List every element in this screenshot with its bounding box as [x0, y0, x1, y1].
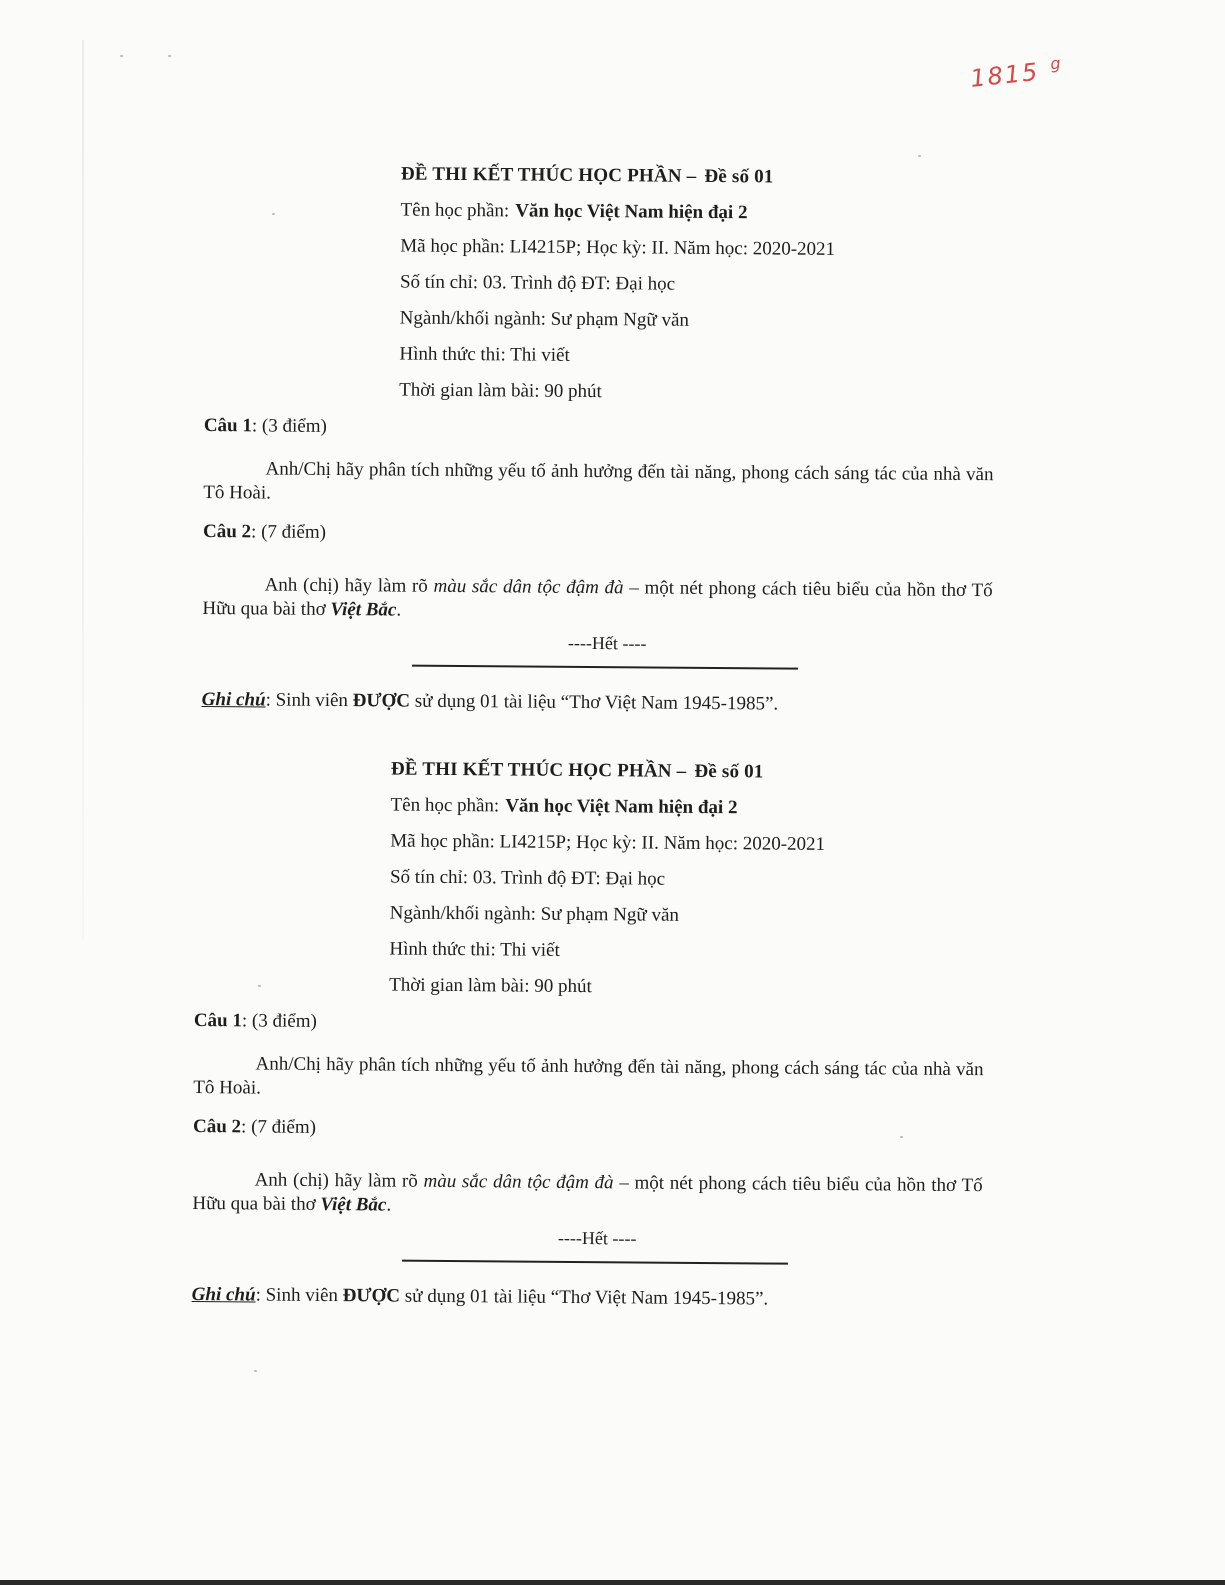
- exam-note: [202, 685, 1042, 722]
- major-line: Ngành/khối ngành: Sư phạm Ngữ văn: [399, 307, 690, 331]
- course-name-line: [390, 788, 1035, 829]
- question-2-text-middle: – một nét phong cách tiêu biểu của hồn thơ Tố Hữu qua bài thơ: [202, 577, 993, 620]
- question-1-text: Anh/Chị hãy phân tích những yếu tố ảnh hưởng đến tài năng, phong cách sáng tác của nhà văn Tô Hoài.: [193, 1053, 984, 1099]
- scan-speck: [254, 1370, 257, 1372]
- exam-sheet-2: [192, 750, 1036, 1317]
- exam-header: [399, 157, 1046, 414]
- course-name: Văn học Việt Nam hiện đại 2: [505, 795, 738, 819]
- question-2: [202, 517, 1043, 628]
- exam-title-text: ĐỀ THI KẾT THÚC HỌC PHẦN –: [400, 163, 697, 187]
- question-2-text-end: .: [396, 599, 402, 621]
- note-emphasis: ĐƯỢC: [352, 690, 411, 712]
- question-1-label: [194, 1006, 1034, 1045]
- question-2-number: Câu 2: [192, 1115, 242, 1138]
- major-line: Ngành/khối ngành: Sư phạm Ngữ văn: [389, 902, 680, 926]
- question-1-label: [204, 411, 1044, 450]
- note-text-end: sử dụng 01 tài liệu “Thơ Việt Nam 1945-1985”.: [399, 1285, 769, 1310]
- divider-line: [402, 1260, 788, 1265]
- scan-bottom-edge: [0, 1580, 1225, 1585]
- note-emphasis: ĐƯỢC: [342, 1285, 401, 1307]
- course-label: Tên học phần:: [400, 199, 510, 222]
- course-code-line: Mã học phần: LI4215P; Học kỳ: II. Năm học: 2020-2021: [400, 235, 836, 260]
- question-2-points: : (7 điểm): [251, 521, 327, 543]
- question-2-text-middle: – một nét phong cách tiêu biểu của hồn thơ Tố Hữu qua bài thơ: [192, 1172, 983, 1215]
- scan-speck: [168, 55, 171, 57]
- course-name: Văn học Việt Nam hiện đại 2: [515, 200, 748, 224]
- question-2-text-start: Anh (chị) hãy làm rõ: [264, 574, 434, 597]
- question-1: [193, 1006, 1034, 1107]
- note-text-start: : Sinh viên: [265, 689, 353, 712]
- note-label: Ghi chú: [191, 1283, 256, 1306]
- end-mark: ----Hết ----: [557, 1227, 637, 1249]
- question-2-emphasis: màu sắc dân tộc đậm đà: [433, 575, 624, 599]
- question-2-number: Câu 2: [202, 520, 252, 543]
- question-1: [203, 411, 1044, 512]
- question-2-text: [192, 1168, 982, 1222]
- duration-line: Thời gian làm bài: 90 phút: [389, 974, 592, 998]
- exam-form-line: Hình thức thi: Thi viết: [399, 343, 570, 366]
- question-2-label: [193, 1112, 1033, 1151]
- question-1-text: Anh/Chị hãy phân tích những yếu tố ảnh hưởng đến tài năng, phong cách sáng tác của nhà văn Tô Hoài.: [203, 458, 994, 504]
- handwritten-suffix: g: [1049, 53, 1064, 74]
- exam-number: Đề số 01: [704, 165, 774, 188]
- poem-title: Việt Bắc: [320, 1193, 387, 1216]
- scan-speck: [918, 155, 921, 157]
- question-1-points: : (3 điểm): [251, 415, 327, 437]
- question-2: [192, 1112, 1033, 1223]
- course-name-line: [400, 193, 1045, 234]
- exam-header: [389, 752, 1036, 1009]
- question-2-text: [202, 573, 992, 627]
- handwritten-note: [969, 53, 1065, 93]
- note-label: Ghi chú: [201, 688, 266, 711]
- course-label: Tên học phần:: [390, 794, 500, 817]
- exam-form-line: Hình thức thi: Thi viết: [389, 938, 560, 961]
- duration-line: Thời gian làm bài: 90 phút: [399, 379, 602, 403]
- exam-title-text: ĐỀ THI KẾT THÚC HỌC PHẦN –: [390, 758, 687, 782]
- question-2-text-start: Anh (chị) hãy làm rõ: [254, 1169, 424, 1192]
- handwritten-code: 1815: [968, 57, 1041, 93]
- exam-sheet-1: [202, 155, 1046, 722]
- credits-line: Số tín chỉ: 03. Trình độ ĐT: Đại học: [399, 271, 676, 295]
- question-2-points: : (7 điểm): [241, 1116, 317, 1138]
- note-text-end: sử dụng 01 tài liệu “Thơ Việt Nam 1945-1985”.: [409, 690, 779, 715]
- scan-edge-shadow: [82, 40, 84, 940]
- poem-title: Việt Bắc: [330, 598, 397, 621]
- question-2-label: [203, 517, 1043, 556]
- question-1-points: : (3 điểm): [241, 1010, 317, 1032]
- note-text-start: : Sinh viên: [255, 1284, 343, 1307]
- question-1-number: Câu 1: [193, 1009, 243, 1032]
- question-2-emphasis: màu sắc dân tộc đậm đà: [423, 1170, 614, 1194]
- question-2-text-end: .: [386, 1194, 392, 1216]
- credits-line: Số tín chỉ: 03. Trình độ ĐT: Đại học: [389, 866, 666, 890]
- exam-title: [391, 752, 1036, 793]
- exam-title: [401, 157, 1046, 198]
- exam-number: Đề số 01: [694, 760, 764, 783]
- course-code-line: Mã học phần: LI4215P; Học kỳ: II. Năm học: 2020-2021: [390, 830, 826, 855]
- end-mark: ----Hết ----: [567, 632, 647, 654]
- scan-speck: [120, 55, 123, 57]
- question-1-number: Câu 1: [203, 414, 253, 437]
- exam-note: [192, 1280, 1032, 1317]
- divider-line: [412, 665, 798, 670]
